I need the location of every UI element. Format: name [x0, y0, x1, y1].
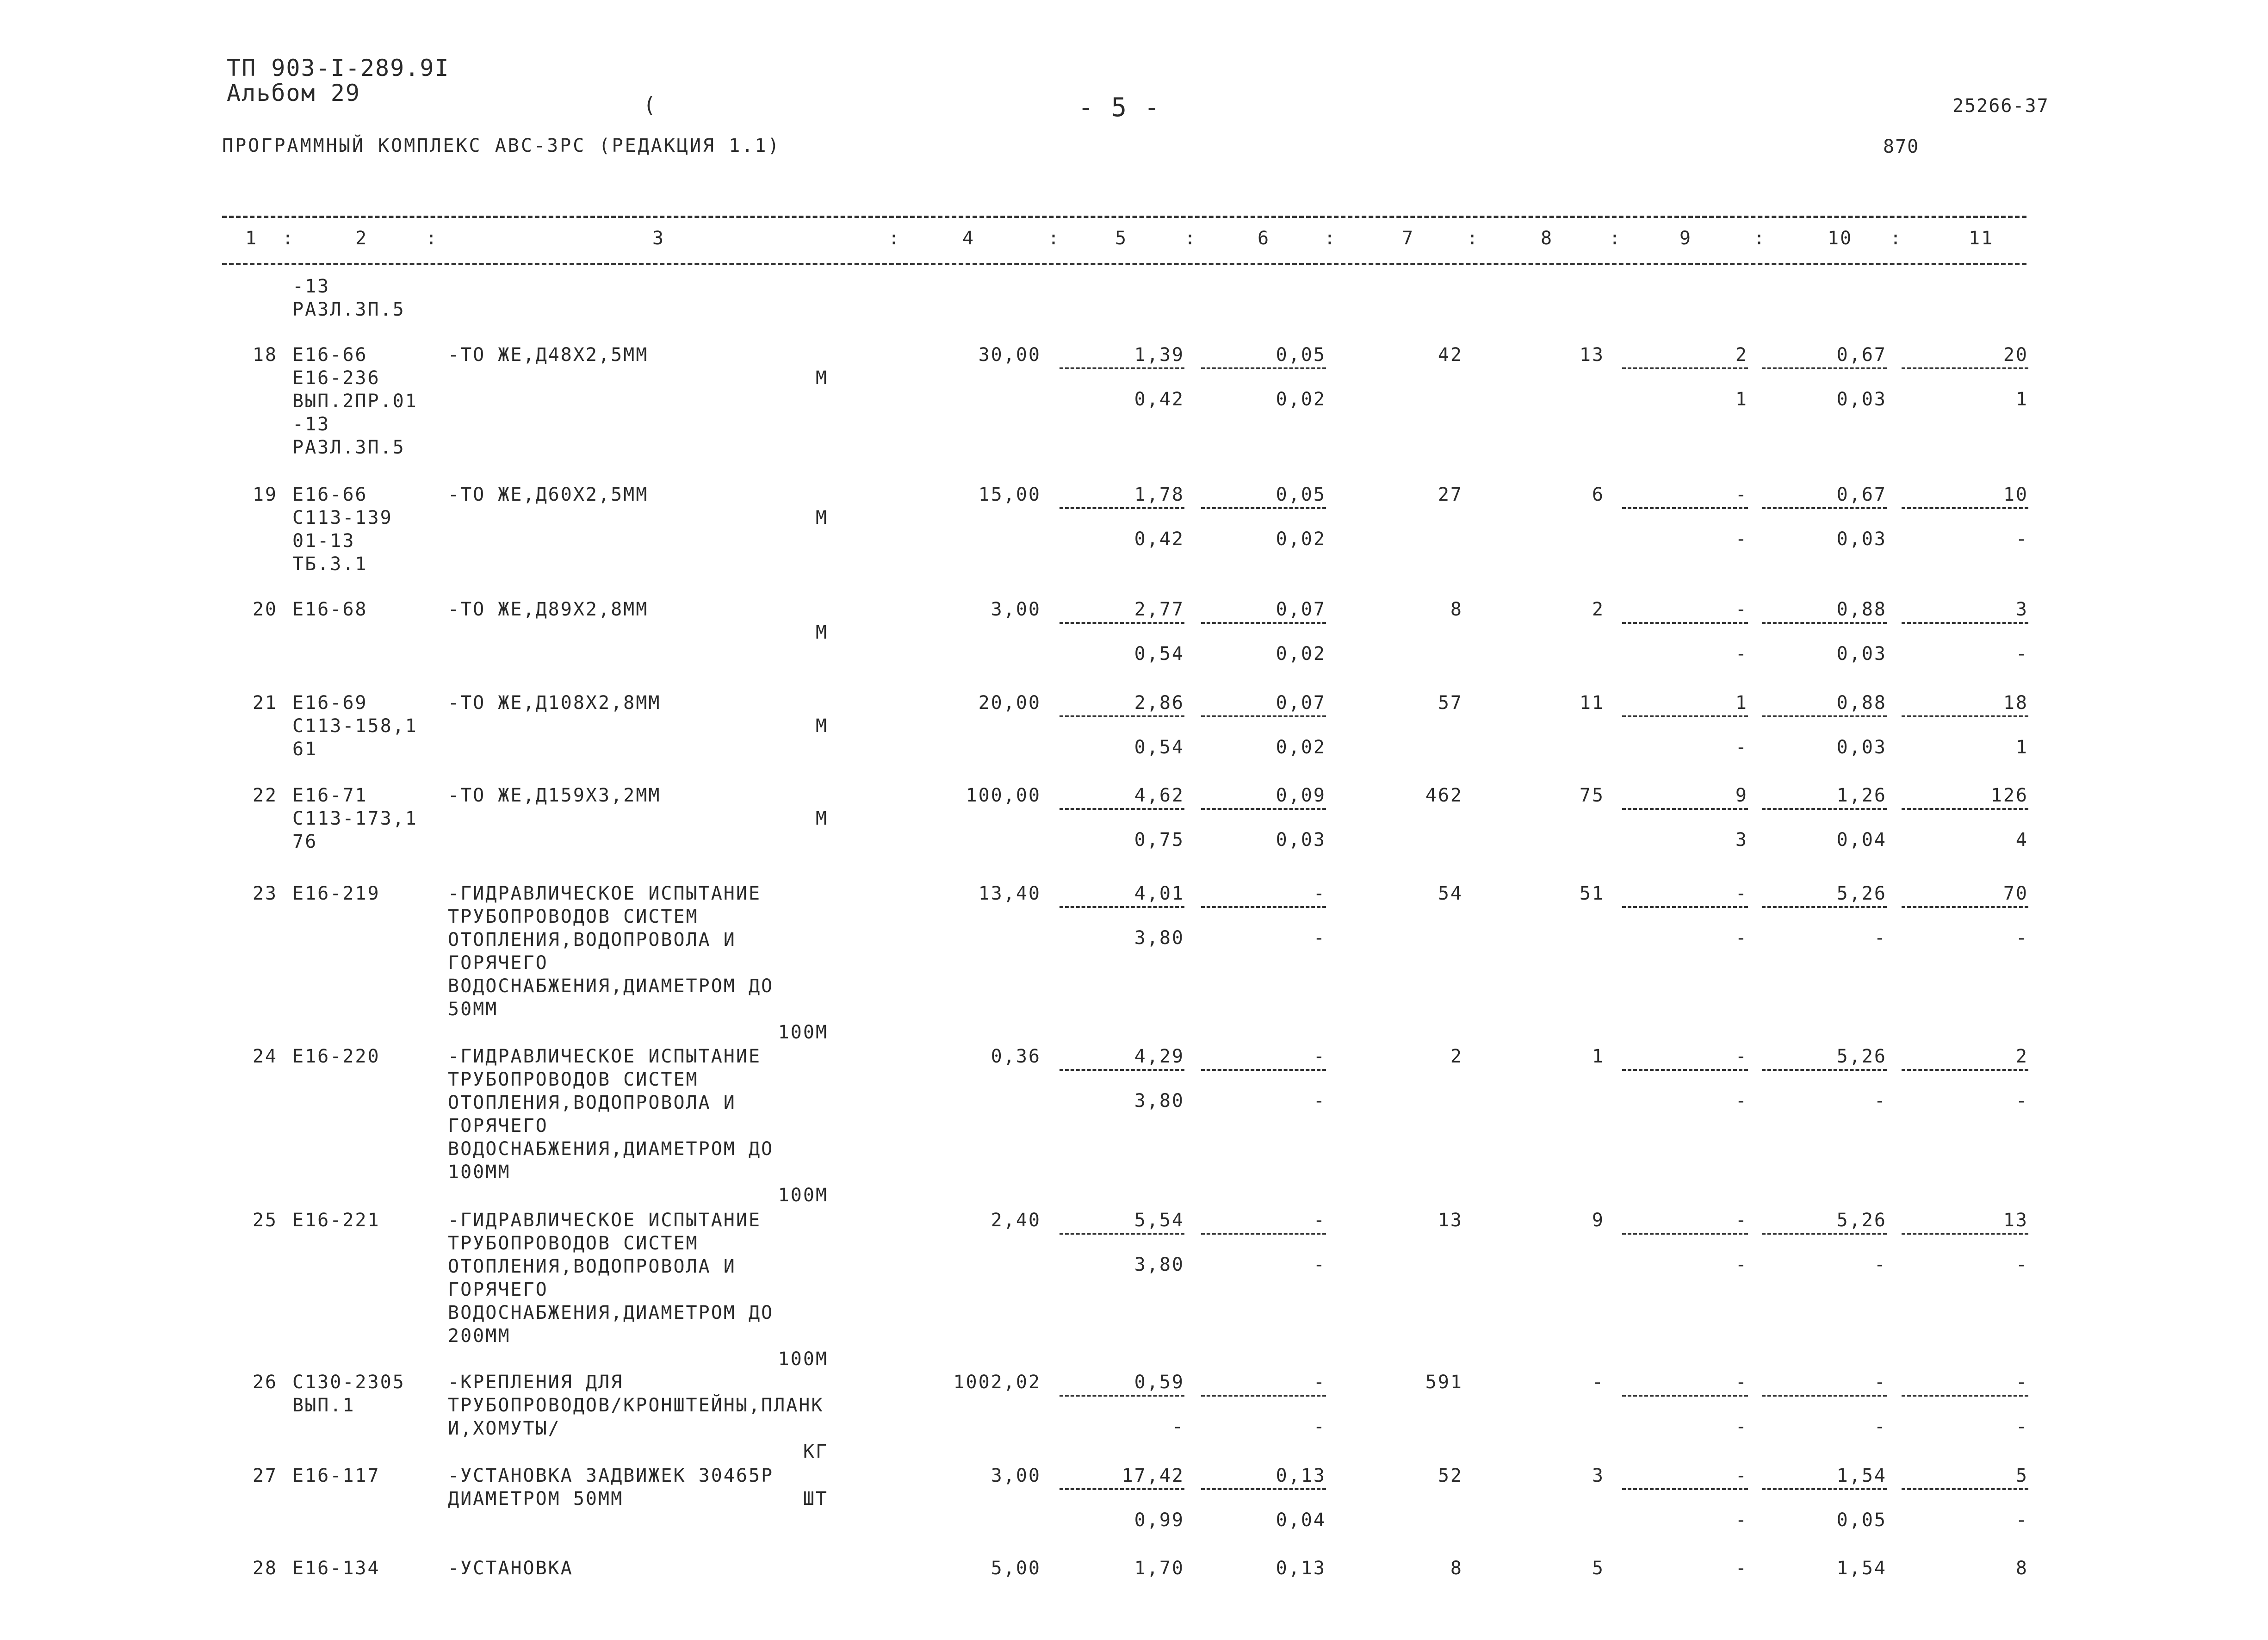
value-c11: 5 [2015, 1465, 2028, 1486]
fraction-rule [1201, 715, 1326, 717]
value-c11: 70 [2003, 883, 2028, 904]
fraction-rule [1060, 1069, 1184, 1071]
row-number: 19 [252, 484, 278, 505]
value-c10b: 0,03 [1836, 737, 1887, 758]
value-c10: 0,67 [1836, 484, 1887, 505]
value-c6: - [1313, 1046, 1326, 1067]
table-top-rule [222, 216, 2026, 218]
fraction-rule [1060, 622, 1184, 624]
column-header-2: 2 [355, 228, 368, 249]
value-c11: 13 [2003, 1210, 2028, 1231]
archive-stamp: 25266-37 [1952, 95, 2049, 117]
value-c10b: - [1874, 927, 1887, 949]
fraction-rule [1622, 808, 1748, 810]
value-c5: 17,42 [1122, 1465, 1184, 1486]
value-c9b: - [1735, 737, 1748, 758]
value-c7: 57 [1438, 692, 1463, 714]
value-c9: - [1735, 1465, 1748, 1486]
value-c9: - [1735, 1372, 1748, 1393]
fraction-rule [1762, 367, 1887, 369]
value-c9b: - [1735, 1510, 1748, 1531]
quantity: 0,36 [991, 1046, 1041, 1067]
value-c6: 0,13 [1276, 1465, 1326, 1486]
value-c6b: 0,02 [1276, 643, 1326, 665]
fraction-rule [1060, 715, 1184, 717]
column-separator: : [1324, 228, 1337, 249]
value-c8: 9 [1592, 1210, 1605, 1231]
value-c10b: 0,04 [1836, 829, 1887, 851]
fraction-rule [1060, 1488, 1184, 1490]
value-c10: 0,88 [1836, 599, 1887, 620]
fraction-rule [1201, 1069, 1326, 1071]
value-c8: 6 [1592, 484, 1605, 505]
value-c10: 5,26 [1836, 1046, 1887, 1067]
column-separator: : [1890, 228, 1903, 249]
value-c5: 1,70 [1134, 1558, 1184, 1579]
row-number: 20 [252, 599, 278, 620]
quantity: 5,00 [991, 1558, 1041, 1579]
column-separator: : [1609, 228, 1622, 249]
norm-code: Е16-221 [292, 1210, 380, 1231]
value-c11: 2 [2015, 1046, 2028, 1067]
column-header-5: 5 [1115, 228, 1128, 249]
table-header-rule [222, 263, 2026, 265]
work-name: -УСТАНОВКА [448, 1558, 573, 1579]
quantity: 100,00 [966, 785, 1041, 806]
value-c6: 0,09 [1276, 785, 1326, 806]
unit-of-measure: 100М [778, 1348, 828, 1370]
column-header-10: 10 [1828, 228, 1853, 249]
column-header-1: 1 [245, 228, 258, 249]
value-c11b: - [2015, 1416, 2028, 1437]
column-separator: : [1048, 228, 1061, 249]
fraction-rule [1902, 1395, 2028, 1397]
fraction-rule [1762, 906, 1887, 908]
value-c6b: 0,02 [1276, 528, 1326, 550]
fraction-rule [1622, 507, 1748, 509]
value-c6b: - [1313, 1416, 1326, 1437]
value-c10: 1,26 [1836, 785, 1887, 806]
value-c9b: 1 [1735, 389, 1748, 410]
value-c11b: - [2015, 1510, 2028, 1531]
value-c9b: 3 [1735, 829, 1748, 851]
value-c5b: 3,80 [1134, 927, 1184, 949]
album-label: Альбом 29 [227, 80, 360, 106]
quantity: 30,00 [978, 344, 1041, 366]
value-c10: 5,26 [1836, 1210, 1887, 1231]
fraction-rule [1902, 906, 2028, 908]
value-c6: 0,07 [1276, 599, 1326, 620]
value-c7: 52 [1438, 1465, 1463, 1486]
unit-of-measure: 100М [778, 1022, 828, 1043]
value-c11b: 1 [2015, 389, 2028, 410]
sheet-number: 870 [1883, 136, 1920, 157]
value-c6: 0,07 [1276, 692, 1326, 714]
value-c11b: - [2015, 528, 2028, 550]
value-c9: - [1735, 1046, 1748, 1067]
value-c5b: 0,54 [1134, 737, 1184, 758]
value-c9: - [1735, 1210, 1748, 1231]
fraction-rule [1622, 622, 1748, 624]
value-c10b: - [1874, 1090, 1887, 1112]
value-c5b: 0,75 [1134, 829, 1184, 851]
norm-code: Е16-117 [292, 1465, 380, 1486]
value-c11: 8 [2015, 1558, 2028, 1579]
quantity: 1002,02 [953, 1372, 1041, 1393]
work-name: -ТО ЖЕ,Д48Х2,5ММ [448, 344, 649, 366]
value-c11b: - [2015, 1254, 2028, 1275]
fraction-rule [1622, 906, 1748, 908]
row-number: 18 [252, 344, 278, 366]
continued-code-line-2: РАЗЛ.3П.5 [292, 299, 405, 320]
value-c11b: 4 [2015, 829, 2028, 851]
fraction-rule [1060, 1233, 1184, 1235]
fraction-rule [1060, 808, 1184, 810]
value-c5: 4,62 [1134, 785, 1184, 806]
value-c5b: 3,80 [1134, 1090, 1184, 1112]
unit-of-measure: М [815, 808, 828, 829]
page-number: - 5 - [1078, 93, 1161, 123]
norm-code: Е16-68 [292, 599, 368, 620]
row-number: 23 [252, 883, 278, 904]
value-c5: 1,39 [1134, 344, 1184, 366]
row-number: 24 [252, 1046, 278, 1067]
row-number: 25 [252, 1210, 278, 1231]
work-name: -ТО ЖЕ,Д108Х2,8ММ [448, 692, 661, 714]
column-separator: : [888, 228, 901, 249]
document-code: ТП 903-I-289.9I [227, 55, 450, 81]
norm-code: С130-2305 ВЫП.1 [292, 1372, 405, 1416]
fraction-rule [1902, 367, 2028, 369]
quantity: 15,00 [978, 484, 1041, 505]
value-c8: 11 [1579, 692, 1605, 714]
norm-code: Е16-66 С113-139 01-13 ТБ.3.1 [292, 484, 393, 575]
value-c6b: 0,03 [1276, 829, 1326, 851]
fraction-rule [1201, 1395, 1326, 1397]
unit-of-measure: КГ [803, 1441, 828, 1462]
value-c11: 10 [2003, 484, 2028, 505]
value-c6: - [1313, 1372, 1326, 1393]
value-c9: 2 [1735, 344, 1748, 366]
value-c9: - [1735, 484, 1748, 505]
fraction-rule [1762, 507, 1887, 509]
value-c10b: 0,05 [1836, 1510, 1887, 1531]
column-header-7: 7 [1402, 228, 1415, 249]
fraction-rule [1622, 1488, 1748, 1490]
row-number: 21 [252, 692, 278, 714]
fraction-rule [1201, 1488, 1326, 1490]
column-header-6: 6 [1258, 228, 1270, 249]
fraction-rule [1762, 808, 1887, 810]
fraction-rule [1060, 507, 1184, 509]
work-name: -ТО ЖЕ,Д159Х3,2ММ [448, 785, 661, 806]
column-separator: : [1467, 228, 1480, 249]
quantity: 3,00 [991, 1465, 1041, 1486]
value-c10: - [1874, 1372, 1887, 1393]
value-c10b: - [1874, 1416, 1887, 1437]
unit-of-measure: М [815, 507, 828, 528]
quantity: 13,40 [978, 883, 1041, 904]
value-c7: 8 [1450, 599, 1463, 620]
value-c9: - [1735, 1558, 1748, 1579]
fraction-rule [1622, 367, 1748, 369]
value-c10b: - [1874, 1254, 1887, 1275]
row-number: 22 [252, 785, 278, 806]
fraction-rule [1762, 1069, 1887, 1071]
value-c7: 54 [1438, 883, 1463, 904]
work-name: -УСТАНОВКА ЗАДВИЖЕК 30465Р ДИАМЕТРОМ 50ММ [448, 1465, 774, 1510]
value-c5: 5,54 [1134, 1210, 1184, 1231]
fraction-rule [1902, 1233, 2028, 1235]
value-c6b: 0,02 [1276, 389, 1326, 410]
fraction-rule [1622, 1395, 1748, 1397]
quantity: 2,40 [991, 1210, 1041, 1231]
value-c10b: 0,03 [1836, 643, 1887, 665]
value-c6b: - [1313, 1254, 1326, 1275]
fraction-rule [1060, 367, 1184, 369]
value-c11: 3 [2015, 599, 2028, 620]
value-c7: 591 [1425, 1372, 1463, 1393]
column-separator: : [1184, 228, 1197, 249]
value-c8: 13 [1579, 344, 1605, 366]
fraction-rule [1902, 715, 2028, 717]
value-c8: 1 [1592, 1046, 1605, 1067]
value-c5: 2,86 [1134, 692, 1184, 714]
value-c10: 1,54 [1836, 1558, 1887, 1579]
fraction-rule [1201, 622, 1326, 624]
work-name: -ТО ЖЕ,Д89Х2,8ММ [448, 599, 649, 620]
value-c11b: - [2015, 927, 2028, 949]
fraction-rule [1762, 622, 1887, 624]
norm-code: Е16-69 С113-158,1 61 [292, 692, 418, 760]
value-c11: - [2015, 1372, 2028, 1393]
work-name: -ТО ЖЕ,Д60Х2,5ММ [448, 484, 649, 505]
value-c6: - [1313, 1210, 1326, 1231]
value-c11: 20 [2003, 344, 2028, 366]
value-c7: 8 [1450, 1558, 1463, 1579]
unit-of-measure: М [815, 715, 828, 737]
program-title: ПРОГРАММНЫЙ КОМПЛЕКС АВС-3РС (РЕДАКЦИЯ 1.1) [222, 135, 781, 156]
value-c6: - [1313, 883, 1326, 904]
value-c5b: 0,99 [1134, 1510, 1184, 1531]
value-c10b: 0,03 [1836, 389, 1887, 410]
value-c6: 0,05 [1276, 344, 1326, 366]
continued-code-line-1: -13 [292, 276, 330, 297]
column-header-row [0, 227, 2268, 255]
fraction-rule [1902, 622, 2028, 624]
fraction-rule [1902, 808, 2028, 810]
unit-of-measure: М [815, 622, 828, 643]
quantity: 3,00 [991, 599, 1041, 620]
row-number: 26 [252, 1372, 278, 1393]
fraction-rule [1622, 1233, 1748, 1235]
value-c5: 4,29 [1134, 1046, 1184, 1067]
value-c9b: - [1735, 1416, 1748, 1437]
work-name: -ГИДРАВЛИЧЕСКОЕ ИСПЫТАНИЕ ТРУБОПРОВОДОВ СИСТЕМ ОТОПЛЕНИЯ,ВОДОПРОВОЛА И ГОРЯЧЕГО ВОДОСНАБЖЕНИЯ,ДИАМЕТРОМ ДО 200ММ [448, 1210, 774, 1347]
value-c7: 27 [1438, 484, 1463, 505]
value-c9: - [1735, 883, 1748, 904]
value-c7: 2 [1450, 1046, 1463, 1067]
value-c9b: - [1735, 528, 1748, 550]
value-c5: 4,01 [1134, 883, 1184, 904]
value-c5b: - [1171, 1416, 1184, 1437]
value-c11b: - [2015, 1090, 2028, 1112]
value-c9: 1 [1735, 692, 1748, 714]
value-c7: 42 [1438, 344, 1463, 366]
quantity: 20,00 [978, 692, 1041, 714]
work-name: -КРЕПЛЕНИЯ ДЛЯ ТРУБОПРОВОДОВ/КРОНШТЕЙНЫ,ПЛАНК И,ХОМУТЫ/ [448, 1372, 824, 1439]
fraction-rule [1060, 1395, 1184, 1397]
fraction-rule [1902, 1069, 2028, 1071]
value-c8: 2 [1592, 599, 1605, 620]
value-c9b: - [1735, 643, 1748, 665]
value-c9: 9 [1735, 785, 1748, 806]
value-c10: 1,54 [1836, 1465, 1887, 1486]
fraction-rule [1762, 1233, 1887, 1235]
value-c9: - [1735, 599, 1748, 620]
value-c10: 0,67 [1836, 344, 1887, 366]
fraction-rule [1060, 906, 1184, 908]
value-c6: 0,13 [1276, 1558, 1326, 1579]
value-c10: 0,88 [1836, 692, 1887, 714]
value-c9b: - [1735, 1254, 1748, 1275]
value-c6b: - [1313, 1090, 1326, 1112]
fraction-rule [1762, 1395, 1887, 1397]
value-c11: 18 [2003, 692, 2028, 714]
fraction-rule [1201, 808, 1326, 810]
value-c10b: 0,03 [1836, 528, 1887, 550]
value-c5b: 3,80 [1134, 1254, 1184, 1275]
value-c8: - [1592, 1372, 1605, 1393]
value-c8: 75 [1579, 785, 1605, 806]
value-c5b: 0,54 [1134, 643, 1184, 665]
norm-code: Е16-134 [292, 1558, 380, 1579]
column-header-4: 4 [962, 228, 975, 249]
norm-code: Е16-71 С113-173,1 76 [292, 785, 418, 852]
fraction-rule [1622, 715, 1748, 717]
unit-of-measure: М [815, 367, 828, 389]
margin-mark: ( [643, 93, 657, 118]
fraction-rule [1762, 1488, 1887, 1490]
column-separator: : [1754, 228, 1766, 249]
value-c11: 126 [1990, 785, 2028, 806]
value-c9b: - [1735, 1090, 1748, 1112]
fraction-rule [1622, 1069, 1748, 1071]
value-c6b: 0,04 [1276, 1510, 1326, 1531]
column-header-11: 11 [1969, 228, 1994, 249]
column-header-8: 8 [1541, 228, 1554, 249]
work-name: -ГИДРАВЛИЧЕСКОЕ ИСПЫТАНИЕ ТРУБОПРОВОДОВ СИСТЕМ ОТОПЛЕНИЯ,ВОДОПРОВОЛА И ГОРЯЧЕГО ВОДОСНАБЖЕНИЯ,ДИАМЕТРОМ ДО 100ММ [448, 1046, 774, 1183]
column-header-9: 9 [1679, 228, 1692, 249]
column-separator: : [426, 228, 439, 249]
value-c7: 13 [1438, 1210, 1463, 1231]
fraction-rule [1762, 715, 1887, 717]
value-c8: 3 [1592, 1465, 1605, 1486]
value-c7: 462 [1425, 785, 1463, 806]
value-c5: 1,78 [1134, 484, 1184, 505]
fraction-rule [1902, 507, 2028, 509]
fraction-rule [1201, 507, 1326, 509]
norm-code: Е16-219 [292, 883, 380, 904]
value-c11b: 1 [2015, 737, 2028, 758]
value-c11b: - [2015, 643, 2028, 665]
fraction-rule [1201, 906, 1326, 908]
value-c5b: 0,42 [1134, 528, 1184, 550]
value-c9b: - [1735, 927, 1748, 949]
value-c6b: 0,02 [1276, 737, 1326, 758]
fraction-rule [1201, 1233, 1326, 1235]
value-c10: 5,26 [1836, 883, 1887, 904]
value-c6b: - [1313, 927, 1326, 949]
unit-of-measure: ШТ [803, 1488, 828, 1510]
value-c5: 2,77 [1134, 599, 1184, 620]
row-number: 28 [252, 1558, 278, 1579]
value-c6: 0,05 [1276, 484, 1326, 505]
value-c5: 0,59 [1134, 1372, 1184, 1393]
norm-code: Е16-66 Е16-236 ВЫП.2ПР.01 -13 РАЗЛ.3П.5 [292, 344, 418, 458]
value-c8: 5 [1592, 1558, 1605, 1579]
value-c8: 51 [1579, 883, 1605, 904]
fraction-rule [1902, 1488, 2028, 1490]
value-c5b: 0,42 [1134, 389, 1184, 410]
fraction-rule [1201, 367, 1326, 369]
work-name: -ГИДРАВЛИЧЕСКОЕ ИСПЫТАНИЕ ТРУБОПРОВОДОВ СИСТЕМ ОТОПЛЕНИЯ,ВОДОПРОВОЛА И ГОРЯЧЕГО ВОДОСНАБЖЕНИЯ,ДИАМЕТРОМ ДО 50ММ [448, 883, 774, 1020]
row-number: 27 [252, 1465, 278, 1486]
column-header-3: 3 [652, 228, 665, 249]
norm-code: Е16-220 [292, 1046, 380, 1067]
column-separator: : [282, 228, 295, 249]
unit-of-measure: 100М [778, 1185, 828, 1206]
